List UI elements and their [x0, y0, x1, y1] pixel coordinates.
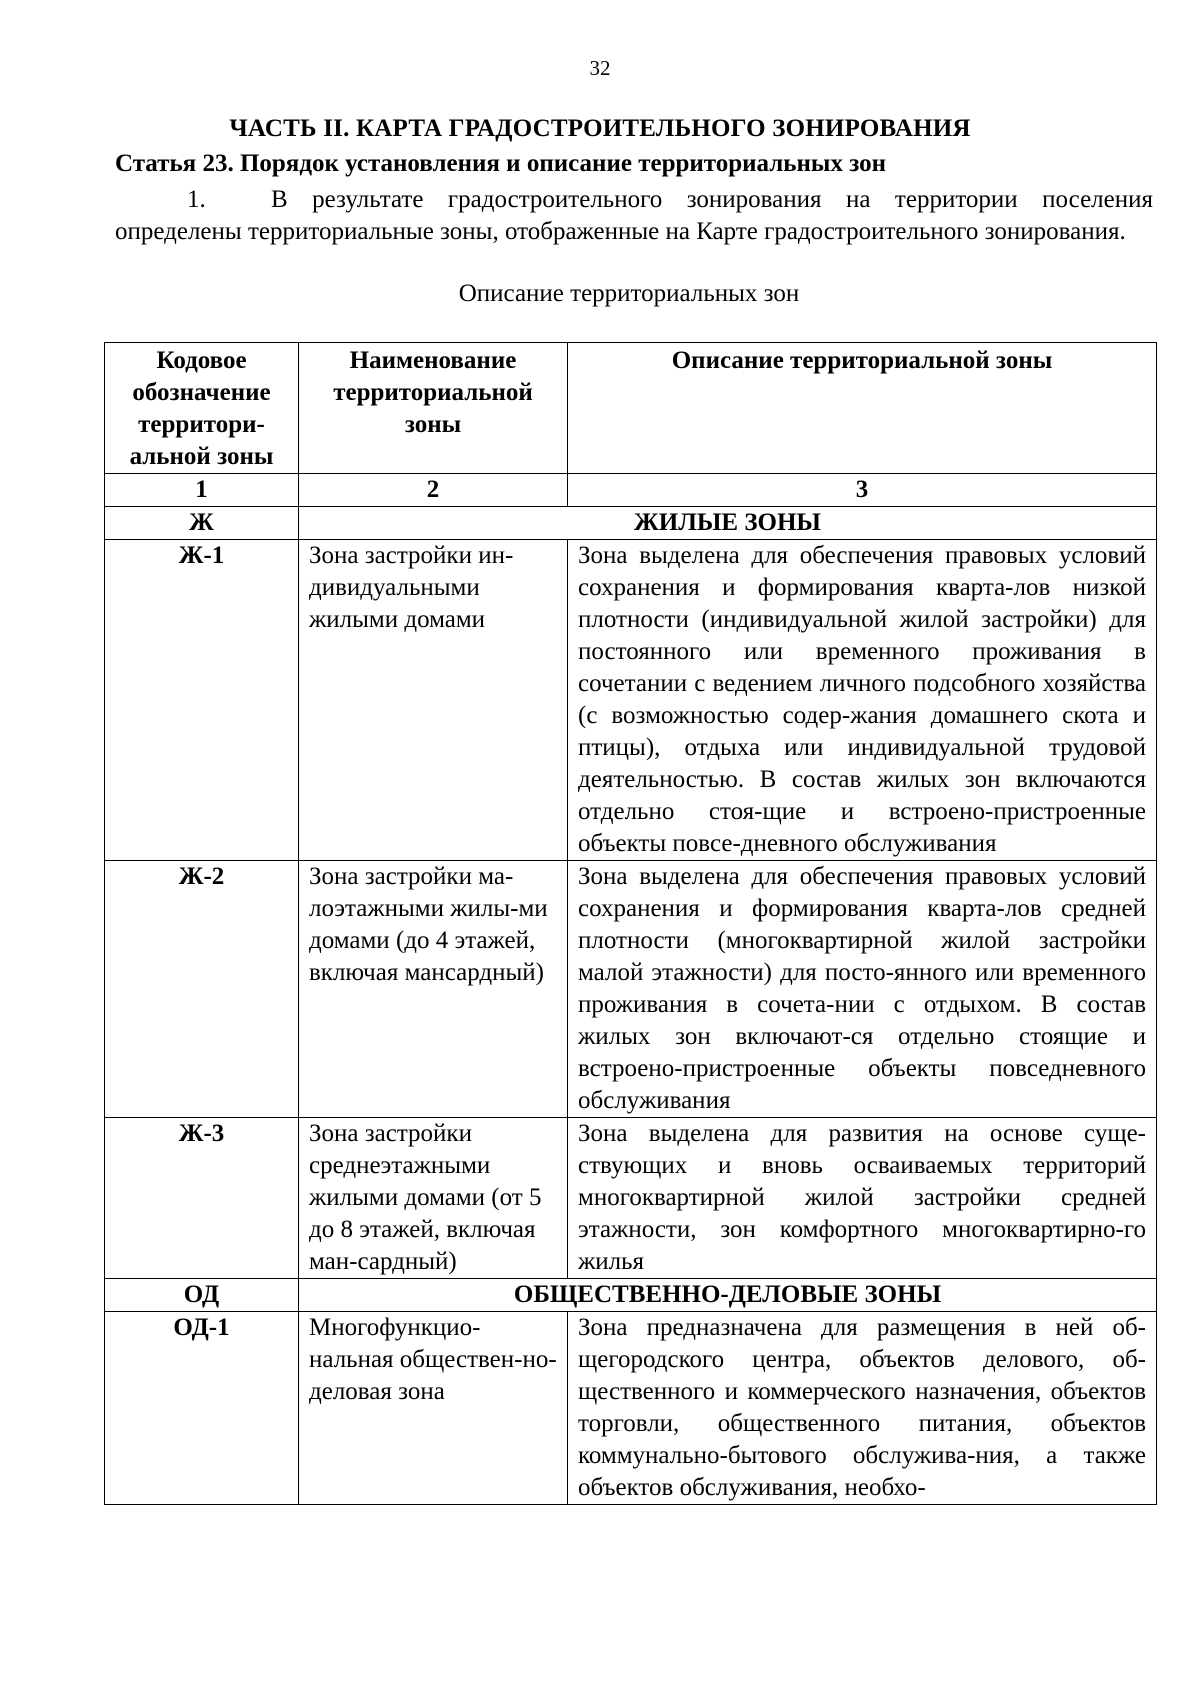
header-description: Описание территориальной зоны [568, 343, 1157, 474]
table-caption: Описание территориальных зон [458, 280, 800, 307]
zone-code: Ж-1 [105, 540, 299, 861]
group-title: ЖИЛЫЕ ЗОНЫ [299, 507, 1157, 540]
page-number: 32 [589, 56, 611, 80]
zone-description: Зона выделена для развития на основе суще-ствующих и вновь осваиваемых территорий многоквартирной жилой застройки средней этажности, зон комфортного многоквартирно-го жилья [568, 1118, 1157, 1279]
zone-code: ОД-1 [105, 1312, 299, 1505]
group-code: Ж [105, 507, 299, 540]
group-code: ОД [105, 1279, 299, 1312]
table-row [105, 540, 1157, 861]
group-title: ОБЩЕСТВЕННО-ДЕЛОВЫЕ ЗОНЫ [299, 1279, 1157, 1312]
column-number: 1 [105, 474, 299, 507]
zone-name: Зона застройки ин-дивидуальными жилыми домами [299, 540, 568, 861]
zone-name: Зона застройки среднеэтажными жилыми домами (от 5 до 8 этажей, включая ман-сардный) [299, 1118, 568, 1279]
table-row [105, 1118, 1157, 1279]
intro-paragraph [115, 184, 1153, 248]
zone-description: Зона выделена для обеспечения правовых условий сохранения и формирования кварта-лов средней плотности (многоквартирной жилой застройки малой этажности) для посто-янного или временного проживания в сочета-нии с отдыхом. В состав жилых зон включают-ся отдельно стоящие и встроено-пристроенные объекты повседневного обслуживания [568, 861, 1157, 1118]
zone-description: Зона предназначена для размещения в ней об-щегородского центра, объектов делового, об-щественного и коммерческого назначения, объектов торговли, общественного питания, объектов коммунально-бытового обслужива-ния, а также объектов обслуживания, необхо- [568, 1312, 1157, 1505]
group-row [105, 1279, 1157, 1312]
header-code: Кодовое обозначение территори-альной зоны [105, 343, 299, 474]
zone-description: Зона выделена для обеспечения правовых условий сохранения и формирования кварта-лов низкой плотности (индивидуальной жилой застройки) для постоянного или временного проживания в сочетании с ведением личного подсобного хозяйства (с возможностью содер-жания домашнего скота и птицы), отдыха или индивидуальной трудовой деятельностью. В состав жилых зон включаются отдельно стоя-щие и встроено-пристроенные объекты повсе-дневного обслуживания [568, 540, 1157, 861]
part-title: ЧАСТЬ II. КАРТА ГРАДОСТРОИТЕЛЬНОГО ЗОНИРОВАНИЯ [229, 115, 971, 142]
table-row [105, 1312, 1157, 1505]
zones-table [104, 342, 1157, 1505]
paragraph-number: 1. [187, 186, 206, 213]
column-number-row [105, 474, 1157, 507]
zone-name: Многофункцио-нальная обществен-но-деловая зона [299, 1312, 568, 1505]
article-title: Статья 23. Порядок установления и описание территориальных зон [115, 150, 886, 177]
paragraph-text: В результате градостроительного зонирования на территории поселения определены территориальные зоны, отображенные на Карте градостроительного зонирования. [115, 186, 1153, 245]
zone-code: Ж-2 [105, 861, 299, 1118]
zone-code: Ж-3 [105, 1118, 299, 1279]
group-row [105, 507, 1157, 540]
column-number: 3 [568, 474, 1157, 507]
column-number: 2 [299, 474, 568, 507]
table-row [105, 861, 1157, 1118]
zone-name: Зона застройки ма-лоэтажными жилы-ми домами (до 4 этажей, включая мансардный) [299, 861, 568, 1118]
table-header-row [105, 343, 1157, 474]
header-name: Наименование территориальной зоны [299, 343, 568, 474]
